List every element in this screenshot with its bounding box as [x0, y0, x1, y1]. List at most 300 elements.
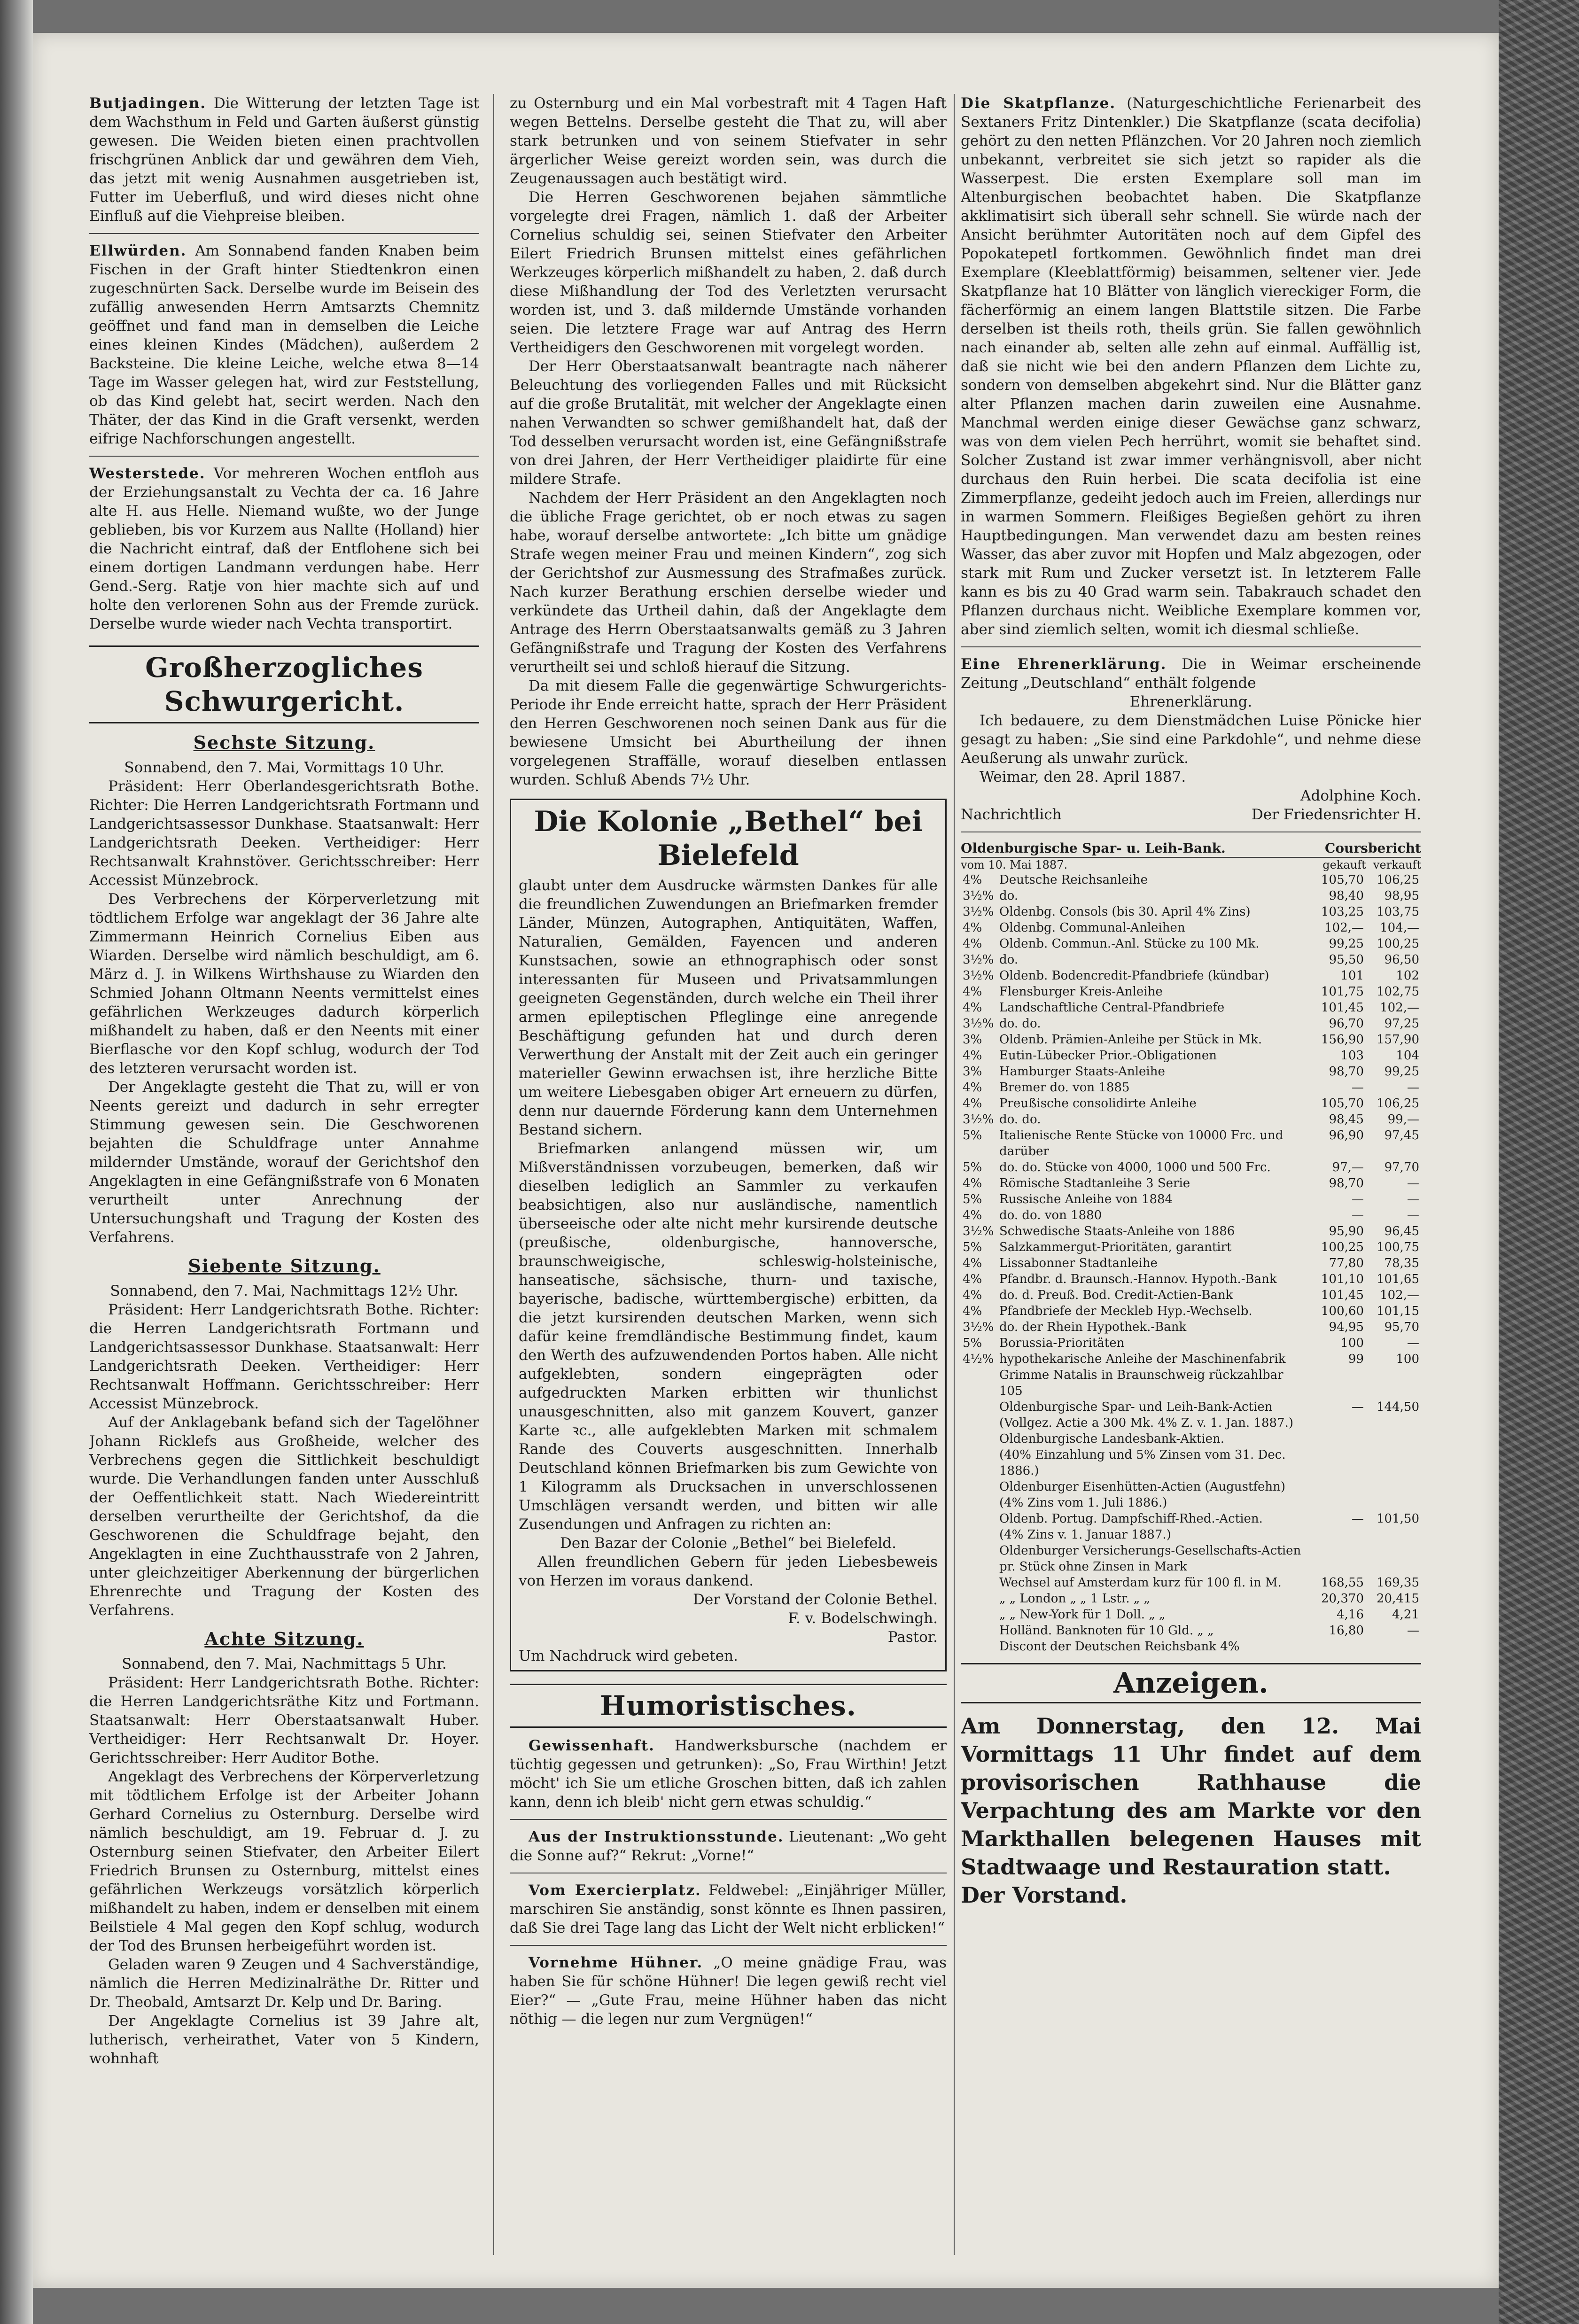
- rate-row: [961, 1575, 1421, 1591]
- rate-sold: —: [1407, 1624, 1419, 1638]
- rate-sold: 100,25: [1377, 937, 1419, 951]
- rate-row: [961, 1207, 1421, 1223]
- rate-sold: 169,35: [1377, 1576, 1419, 1590]
- rate-row: [961, 1127, 1421, 1159]
- rate-percent: 4½%: [963, 1352, 994, 1366]
- rate-bought: 105,70: [1321, 1096, 1364, 1111]
- rate-security: Bremer do. von 1885: [999, 1080, 1130, 1095]
- column-1: [89, 94, 479, 2255]
- rate-sold: [1366, 1415, 1421, 1431]
- rate-sold: —: [1407, 1192, 1419, 1206]
- rate-bought: 96,90: [1329, 1128, 1364, 1143]
- rate-percent: 3½%: [963, 905, 994, 919]
- rate-row: [961, 888, 1421, 904]
- rate-percent: [961, 1607, 997, 1623]
- rate-sold: —: [1407, 1176, 1419, 1190]
- rate-bought: —: [1352, 1208, 1364, 1222]
- rate-row: [961, 968, 1421, 984]
- rate-row: [961, 1016, 1421, 1032]
- rate-percent: 3½%: [963, 1224, 994, 1238]
- session-date: Sonnabend, den 7. Mai, Nachmittags 5 Uhr.: [122, 1656, 447, 1672]
- rate-row: [961, 984, 1421, 1000]
- rate-percent: [961, 1543, 997, 1575]
- rate-security: Discont der Deutschen Reichsbank 4%: [999, 1640, 1240, 1654]
- divider: [961, 646, 1421, 647]
- news-item-ehrenerklaerung: [961, 655, 1421, 692]
- article-paragraph: Der Herr Oberstaatsanwalt beantragte nach näherer Beleuchtung des vorliegenden Falles und mit Rücksicht auf die große Brutalität, mit welcher der Angeklagte einen nahen Verwandten so schwer gemißhandelt hat, daß der Tod desselben verursacht worden ist, eine Gefängnißstrafe von drei Jahren, der Herr Vertheidiger plaidirte für eine mildere Strafe.: [510, 358, 947, 488]
- rate-bought: 101,45: [1321, 1288, 1364, 1302]
- rate-sold: 100,75: [1377, 1240, 1419, 1254]
- rate-sold: 102,—: [1380, 1001, 1419, 1015]
- rate-sold: [1366, 1495, 1421, 1511]
- rate-percent: [961, 1527, 997, 1543]
- rate-security: Oldenburger Eisenhütten-Actien (Augustfehn): [999, 1480, 1286, 1494]
- rate-bought: 103,25: [1321, 905, 1364, 919]
- article-paragraph: Angeklagt des Verbrechens der Körperverletzung mit tödtlichem Erfolge ist der Arbeiter Johann Gerhard Cornelius zu Osternburg. Derselbe wird nämlich beschuldigt, am 19. Februar d. J. zu Osternburg seinen Stiefvater, den Arbeiter Eilert Friedrich Brunsen zu Osternburg, mittelst eines gefährlichen Werkzeugs vorsätzlich körperlich mißhandelt zu haben, indem er denselben mit einem Beilstiele 4 Mal gegen den Kopf schlug, wodurch der Tod des Brunsen herbeigeführt worden ist.: [89, 1768, 479, 1954]
- article-paragraph: Auf der Anklagebank befand sich der Tagelöhner Johann Ricklefs aus Großheide, welcher des Verbrechens gegen die Sittlichkeit beschuldigt wurde. Die Verhandlungen fanden unter Ausschluß der Oeffentlichkeit statt. Nach Wiedereintritt derselben verurtheilte der Gerichtshof, da die Geschworenen die Schuldfrage bejaht, den Angeklagten in eine Zuchthausstrafe von 2 Jahren, unter gleichzeitiger Aberkennung der bürgerlichen Ehrenrechte und Tragung der Kosten des Verfahrens.: [89, 1414, 479, 1619]
- rate-bought: 101: [1340, 969, 1364, 983]
- rate-sold: 104: [1396, 1049, 1419, 1063]
- rate-bought: 94,95: [1329, 1320, 1364, 1334]
- column-rule: [954, 94, 955, 2255]
- divider: [510, 1819, 947, 1820]
- column-3: [961, 94, 1421, 2255]
- rate-security: Römische Stadtanleihe 3 Serie: [999, 1176, 1190, 1190]
- notice-signature: Pastor.: [887, 1629, 938, 1646]
- rate-security: Schwedische Staats-Anleihe von 1886: [999, 1224, 1235, 1238]
- session-heading: Achte Sitzung.: [204, 1628, 364, 1649]
- article-text: Die in Weimar erscheinende Zeitung „Deutschland“ enthält folgende: [961, 656, 1421, 692]
- report-title: Oldenburgische Spar- u. Leih-Bank.: [961, 840, 1226, 856]
- place-heading: Butjadingen.: [89, 95, 207, 112]
- article-heading: Eine Ehrenerklärung.: [961, 656, 1167, 673]
- rate-security: (4% Zins vom 1. Juli 1886.): [999, 1496, 1167, 1510]
- rate-bought: 100,25: [1321, 1240, 1364, 1254]
- rate-row: [961, 1335, 1421, 1351]
- rate-security: Hamburger Staats-Anleihe: [999, 1065, 1165, 1079]
- rate-sold: 102,75: [1377, 985, 1419, 999]
- notice-footnote: Um Nachdruck wird gebeten.: [519, 1648, 738, 1664]
- rate-sold: —: [1407, 1208, 1419, 1222]
- article-text: (Naturgeschichtliche Ferienarbeit des Sextaners Fritz Dintenkler.) Die Skatpflanze (scata decifolia) gehört zu den netten Pflänzchen. Vor 20 Jahren noch ziemlich unbekannt, verbreitet sie sich jetzt so rapider als die Wasserpest. Die ersten Exemplare soll man im Altenburgischen beobachtet haben. Die Skatpflanze akklimatisirt sich überall sehr schnell. Sie würde nach der Ansicht berühmter Autoritäten noch auf dem Gipfel des Popokatepetl fortkommen. Gewöhnlich findet man drei Exemplare (Kleeblattförmig) beisammen, seltener vier. Jede Skatpflanze hat 10 Blätter von länglich viereckiger Form, die fächerförmig an einem langen Blattstile sitzen. Die Farbe derselben ist theils roth, theils grün. Sie fallen gewöhnlich nach einander ab, selten alle zehn auf einmal. Auffällig ist, daß sie nicht wie bei den andern Pflanzen dem Lichte zu, sondern von demselben abgekehrt sind. Nur die Blätter ganz alter Pflanzen machen darin zuweilen eine Ausnahme. Manchmal werden einige dieser Gewächse ganz schwarz, was von dem vielen Pech herrührt, womit sie behaftet sind. Solcher Zustand ist zwar immer verhängnisvoll, aber nicht durchaus den Ruin herbei. Die scata decifolia ist eine Zimmerpflanze, gedeiht jedoch auch im Freien, allerdings nur in warmen Sommern. Fleißiges Begießen gehört zu ihren Hauptbedingungen. Man verwendet dazu am besten reines Wasser, das aber zuvor mit Hopfen und Malz abgezogen, oder stark mit Rum und Zucker versetzt ist. In letzterem Falle kann es bis zu 40 Grad warm sein. Tabakrauch schadet den Pflanzen durchaus nicht. Weibliche Exemplare kommen vor, aber sind ziemlich selten, womit ich diesmal schließe.: [961, 95, 1421, 638]
- rate-security: Oldenbg. Consols (bis 30. April 4% Zins): [999, 905, 1251, 919]
- rate-bought: [1310, 1447, 1366, 1479]
- rate-table: [961, 872, 1421, 1655]
- rate-row: [961, 1447, 1421, 1479]
- exchange-rate-report: [961, 840, 1421, 1655]
- rate-bought: [1310, 1431, 1366, 1447]
- rate-percent: 3½%: [963, 969, 994, 983]
- rate-security: Oldenb. Bodencredit-Pfandbriefe (kündbar): [999, 969, 1269, 983]
- notice-address: Den Bazar der Colonie „Bethel“ bei Bielefeld.: [560, 1535, 896, 1552]
- article-paragraph: Des Verbrechens der Körperverletzung mit tödtlichem Erfolge war angeklagt der 36 Jahre alte Zimmermann Heinrich Cornelius Eiben aus Wiarden. Derselbe wird nämlich beschuldigt, am 6. März d. J. in Wilkens Wirthshause zu Wiarden den Schmied Johann Oltmann Neents vermittelst eines gefährlichen Werkzeuges dadurch körperlich mißhandelt zu haben, daß er den Neents mit einer Bierflasche vor den Kopf schlug, wodurch der Tod des letzteren verursacht worden ist.: [89, 891, 479, 1077]
- rate-security: Oldenb. Commun.-Anl. Stücke zu 100 Mk.: [999, 937, 1260, 951]
- rate-percent: [961, 1591, 997, 1607]
- rate-percent: [961, 1639, 997, 1655]
- rate-security: Oldenbg. Communal-Anleihen: [999, 921, 1185, 935]
- rate-percent: 4%: [963, 921, 982, 935]
- notice-paragraph: Allen freundlichen Gebern für jeden Liebesbeweis von Herzen im voraus dankend.: [519, 1554, 938, 1589]
- rate-bought: [1310, 1415, 1366, 1431]
- rate-bought: 103: [1340, 1049, 1364, 1063]
- rate-bought: 100: [1340, 1336, 1364, 1350]
- report-title-right: Coursbericht: [1325, 840, 1421, 856]
- rate-row: [961, 904, 1421, 920]
- rate-row: [961, 1096, 1421, 1111]
- rate-row: [961, 1543, 1421, 1575]
- rate-bought: 98,70: [1329, 1176, 1364, 1190]
- rate-security: Holländ. Banknoten für 10 Gld. „ „: [999, 1624, 1214, 1638]
- rate-security: do. do. von 1880: [999, 1208, 1102, 1222]
- report-header: [961, 840, 1421, 858]
- rate-security: „ „ London „ „ 1 Lstr. „ „: [999, 1592, 1151, 1606]
- rate-percent: 3½%: [963, 953, 994, 967]
- joke-item: [510, 1953, 947, 2029]
- rate-percent: [961, 1479, 997, 1495]
- rate-sold: 99,—: [1387, 1112, 1419, 1127]
- news-item-westerstede: [89, 464, 479, 633]
- rate-security: Pfandbr. d. Braunsch.-Hannov. Hypoth.-Bank: [999, 1272, 1277, 1286]
- report-date: vom 10. Mai 1887.: [961, 858, 1068, 871]
- section-header-box: [510, 1684, 947, 1728]
- rate-row: [961, 1591, 1421, 1607]
- rate-percent: 3½%: [963, 889, 994, 903]
- rate-bought: 101,45: [1321, 1001, 1364, 1015]
- rate-row: [961, 1495, 1421, 1511]
- article-text: Die Witterung der letzten Tage ist dem Wachsthum in Feld und Garten äußerst günstig gewesen. Die Weiden bieten einen prachtvollen frischgrünen Anblick dar und gewähren dem Vieh, das jetzt mit wenig Ausnahmen ausgetrieben ist, Futter im Ueberfluß, und wird dieses nicht ohne Einfluß auf die Viehpreise bleiben.: [89, 95, 479, 225]
- rate-security: (4% Zins v. 1. Januar 1887.): [999, 1528, 1171, 1542]
- rate-bought: 101,10: [1321, 1272, 1364, 1286]
- article-paragraph: Nachdem der Herr Präsident an den Angeklagten noch die übliche Frage gerichtet, ob er noch etwas zu sagen habe, worauf derselbe antwortete: „Ich bitte um gnädige Strafe wegen meiner Frau und meinen Kindern“, zog sich der Gerichtshof zur Ausmessung des Strafmaßes zurück. Nach kurzer Berathung erschien derselbe wieder und verkündete das Urtheil dahin, daß der Angeklagte dem Antrage des Herrn Oberstaatsanwalts gemäß zu 3 Jahren Gefängnißstrafe und Tragung der Kosten des Verfahrens verurtheilt sei und schloß hierauf die Sitzung.: [510, 490, 947, 676]
- rate-percent: 4%: [963, 1080, 982, 1095]
- rate-row: [961, 1287, 1421, 1303]
- rate-percent: 4%: [963, 1272, 982, 1286]
- article-paragraph: zu Osternburg und ein Mal vorbestraft mit 4 Tagen Haft wegen Bettelns. Derselbe gesteht die That zu, will aber stark betrunken und von seinem Stiefvater in sehr ärgerlicher Weise gereizt worden sein, was durch die Zeugenaussagen auch bestätigt wird.: [510, 95, 947, 187]
- advertisement-signature: Der Vorstand.: [961, 1882, 1128, 1908]
- ads-header: Anzeigen.: [961, 1663, 1421, 1703]
- rate-row: [961, 1399, 1421, 1415]
- rate-row: [961, 1255, 1421, 1271]
- court-composition: Präsident: Herr Landgerichtsrath Bothe. Richter: die Herren Landgerichtsrath Fortmann und Landgerichtsassessor Dunkhase. Staatsanwalt: Herr Landgerichtsrath Deeken. Vertheidiger: Herr Rechtsanwalt Hoffmann. Gerichtsschreiber: Herr Accessist Münzebrock.: [89, 1301, 479, 1412]
- rate-sold: 101,15: [1377, 1304, 1419, 1318]
- rate-percent: 4%: [963, 937, 982, 951]
- rate-security: do. do. Stücke von 4000, 1000 und 500 Frc.: [999, 1160, 1271, 1174]
- joke-heading: Vornehme Hühner.: [529, 1954, 703, 1971]
- section-header-box: [89, 645, 479, 723]
- rate-security: Salzkammergut-Prioritäten, garantirt: [999, 1240, 1232, 1254]
- rate-row: [961, 1000, 1421, 1016]
- rate-row: [961, 872, 1421, 888]
- notice-signature: Der Vorstand der Colonie Bethel.: [693, 1591, 938, 1608]
- rate-row: [961, 1303, 1421, 1319]
- rate-sold: 104,—: [1380, 921, 1419, 935]
- rate-sold: [1366, 1479, 1421, 1495]
- article-paragraph: Der Angeklagte Cornelius ist 39 Jahre alt, lutherisch, verheirathet, Vater von 5 Kindern, wohnhaft: [89, 2013, 479, 2067]
- rate-row: [961, 1527, 1421, 1543]
- rate-bought: 101,75: [1321, 985, 1364, 999]
- news-item-skatpflanze: [961, 94, 1421, 639]
- rate-security: Preußische consolidirte Anleihe: [999, 1096, 1197, 1111]
- divider: [510, 1945, 947, 1946]
- declaration-signature: Adolphine Koch.: [1300, 787, 1421, 804]
- rate-sold: 20,415: [1377, 1592, 1419, 1606]
- rate-bought: —: [1352, 1512, 1364, 1526]
- rate-percent: 3½%: [963, 1112, 994, 1127]
- rate-sold: 96,50: [1384, 953, 1419, 967]
- rate-bought: —: [1352, 1192, 1364, 1206]
- rate-row: [961, 1080, 1421, 1096]
- rate-sold: [1366, 1431, 1421, 1447]
- rate-sold: [1366, 1639, 1421, 1655]
- rate-sold: 101,50: [1377, 1512, 1419, 1526]
- rate-row: [961, 1175, 1421, 1191]
- session-heading: Siebente Sitzung.: [188, 1255, 381, 1276]
- notice-signature: F. v. Bodelschwingh.: [788, 1610, 938, 1627]
- rate-percent: 4%: [963, 1208, 982, 1222]
- rate-percent: 4%: [963, 1096, 982, 1111]
- rate-row: [961, 1607, 1421, 1623]
- rate-sold: 103,75: [1377, 905, 1419, 919]
- rate-bought: [1310, 1543, 1366, 1575]
- rate-percent: [961, 1623, 997, 1639]
- col-label-bought: gekauft: [1322, 858, 1366, 871]
- rate-row: [961, 1239, 1421, 1255]
- rate-percent: 5%: [963, 1240, 982, 1254]
- rate-percent: 4%: [963, 1304, 982, 1318]
- article-paragraph: Geladen waren 9 Zeugen und 4 Sachverständige, nämlich die Herren Medizinalräthe Dr. Ritter und Dr. Theobald, Amtsarzt Dr. Kelp und Dr. Baring.: [89, 1956, 479, 2011]
- rate-percent: 3½%: [963, 1017, 994, 1031]
- rate-bought: 99,25: [1329, 937, 1364, 951]
- rate-bought: 105,70: [1321, 873, 1364, 887]
- rate-row: [961, 1431, 1421, 1447]
- rate-security: do. do.: [999, 1017, 1041, 1031]
- rate-sold: [1366, 1543, 1421, 1575]
- rate-bought: 98,70: [1329, 1065, 1364, 1079]
- rate-percent: [961, 1495, 997, 1511]
- rate-percent: 4%: [963, 1256, 982, 1270]
- rate-percent: [961, 1575, 997, 1591]
- rate-sold: 98,95: [1384, 889, 1419, 903]
- joke-heading: Vom Exercierplatz.: [529, 1882, 701, 1899]
- joke-item: [510, 1881, 947, 1937]
- rate-percent: [961, 1415, 997, 1431]
- divider: [89, 233, 479, 234]
- rate-security: Oldenburgische Spar- und Leih-Bank-Actien: [999, 1400, 1273, 1414]
- session-date: Sonnabend, den 7. Mai, Vormittags 10 Uhr.: [124, 759, 444, 776]
- rate-bought: 77,80: [1329, 1256, 1364, 1270]
- rate-sold: 97,25: [1384, 1017, 1419, 1031]
- column-2: [510, 94, 947, 2255]
- rate-sold: 102,—: [1380, 1288, 1419, 1302]
- rate-bought: 99: [1348, 1352, 1364, 1366]
- rate-security: do.: [999, 889, 1019, 903]
- rate-bought: 100,60: [1321, 1304, 1364, 1318]
- notice-paragraph: Briefmarken anlangend müssen wir, um Mißverständnissen vorzubeugen, bemerken, daß wir dieselben lediglich an Sammler zu verkaufen beabsichtigen, also nur ausländische, namentlich überseeische oder alte nicht mehr kursirende deutsche (preußische, oldenburgische, hannoversche, braunschweigische, schleswig-holsteinische, hanseatische, sächsische, thurn- und taxische, bayerische, badische, württembergische) erbitten, da die jetzt kursirenden deutschen Marken, wenn sich dafür keine fremdländische Bestimmung findet, kaum den Werth des aufzuwendenden Portos haben. Alle nicht aufgeklebten, sondern eingeprägten oder aufgedruckten Marken erbitten wir thunlichst unausgeschnitten, also mit ganzem Kouvert, ganzer Karte ꝛc., alle aufgeklebten Marken mit schmalem Rande des Couverts ausgeschnitten. Innerhalb Deutschland können Briefmarken bis zum Gewichte von 1 Kilogramm als Drucksachen in unverschlossenen Umschlägen versandt werden, und bitten wir alle Zusendungen und Anfragen zu richten an:: [519, 1140, 938, 1533]
- divider: [89, 456, 479, 457]
- rate-row: [961, 1319, 1421, 1335]
- rate-security: Oldenburger Versicherungs-Gesellschafts-Actien pr. Stück ohne Zinsen in Mark: [999, 1544, 1301, 1574]
- rate-percent: [961, 1447, 997, 1479]
- rate-security: Russische Anleihe von 1884: [999, 1192, 1173, 1206]
- rate-sold: 102: [1396, 969, 1419, 983]
- rate-percent: 4%: [963, 1176, 982, 1190]
- rate-bought: 98,45: [1329, 1112, 1364, 1127]
- rate-row: [961, 1111, 1421, 1127]
- rate-row: [961, 1159, 1421, 1175]
- rate-security: Oldenb. Prämien-Anleihe per Stück in Mk.: [999, 1033, 1262, 1047]
- rate-row: [961, 920, 1421, 936]
- rate-security: Flensburger Kreis-Anleihe: [999, 985, 1163, 999]
- declaration-footer: [961, 805, 1421, 824]
- rate-bought: 98,40: [1329, 889, 1364, 903]
- joke-item: [510, 1827, 947, 1865]
- rate-percent: [961, 1511, 997, 1527]
- report-subheader: [961, 858, 1421, 872]
- rate-row: [961, 1511, 1421, 1527]
- rate-row: [961, 936, 1421, 952]
- rate-sold: 106,25: [1377, 1096, 1419, 1111]
- section-title: Großherzogliches Schwurgericht.: [145, 652, 423, 717]
- rate-security: Pfandbriefe der Meckleb Hyp.-Wechselb.: [999, 1304, 1252, 1318]
- rate-row: [961, 1479, 1421, 1495]
- rate-sold: 106,25: [1377, 873, 1419, 887]
- rate-percent: 5%: [963, 1128, 982, 1143]
- bethel-notice: [510, 799, 947, 1671]
- place-heading: Ellwürden.: [89, 242, 187, 259]
- rate-percent: 3½%: [963, 1320, 994, 1334]
- rate-sold: [1366, 1447, 1421, 1479]
- rate-percent: 5%: [963, 1192, 982, 1206]
- footer-left: Nachrichtlich: [961, 806, 1062, 823]
- declaration-body: Ich bedauere, zu dem Dienstmädchen Luise Pönicke hier gesagt zu haben: „Sie sind eine Parkdohle“, und nehme diese Aeußerung als unwahr zurück.: [961, 712, 1421, 767]
- rate-sold: 95,70: [1384, 1320, 1419, 1334]
- rate-security: Lissabonner Stadtanleihe: [999, 1256, 1158, 1270]
- session-date: Sonnabend, den 7. Mai, Nachmittags 12½ Uhr.: [110, 1282, 459, 1299]
- rate-percent: 4%: [963, 985, 982, 999]
- rate-bought: 156,90: [1321, 1033, 1364, 1047]
- footer-right: Der Friedensrichter H.: [1252, 806, 1421, 823]
- rate-security: „ „ New-York für 1 Doll. „ „: [999, 1608, 1166, 1622]
- rate-percent: 4%: [963, 1001, 982, 1015]
- rate-row: [961, 1271, 1421, 1287]
- rate-percent: [961, 1431, 997, 1447]
- rate-sold: —: [1407, 1336, 1419, 1350]
- article-paragraph: Da mit diesem Falle die gegenwärtige Schwurgerichts-Periode ihr Ende erreicht hatte, sprach der Herr Präsident den Herren Geschworenen noch seinen Dank aus für die bewiesene Umsicht bei Aburtheilung der ihnen vorgelegenen Straffälle, worauf dieselben entlassen wurden. Schluß Abends 7½ Uhr.: [510, 677, 947, 788]
- joke-text: Handwerksbursche (nachdem er tüchtig gegessen und getrunken): „So, Frau Wirthin! Jetzt möcht' ich Sie um etliche Groschen bitten, daß ich zahlen kann, denn ich bleib' nicht gern etwas schuldig.“: [510, 1737, 947, 1811]
- rate-bought: 20,370: [1321, 1592, 1364, 1606]
- court-composition: Präsident: Herr Landgerichtsrath Bothe. Richter: die Herren Landgerichtsräthe Kitz und Fortmann. Staatsanwalt: Herr Oberstaatsanwalt Huber. Vertheidiger: Herr Rechtsanwalt Dr. Hoyer. Gerichtsschreiber: Herr Auditor Bothe.: [89, 1674, 479, 1766]
- article-paragraph: Der Angeklagte gesteht die That zu, will er von Neents gereizt und dadurch in sehr erregter Stimmung gewesen sein. Die Geschworenen bejahten die Schuldfrage unter Annahme mildernder Umstände, worauf der Gerichtshof den Angeklagten in eine Gefängnißstrafe von 6 Monaten verurtheilt unter Anrechnung der Untersuchungshaft und Tragung der Kosten des Verfahrens.: [89, 1079, 479, 1246]
- rate-bought: —: [1352, 1080, 1364, 1095]
- section-title: Humoristisches.: [600, 1690, 856, 1722]
- column-rule: [493, 94, 494, 2255]
- rate-sold: 4,21: [1392, 1608, 1419, 1622]
- rate-row: [961, 1191, 1421, 1207]
- rate-security: Landschaftliche Central-Pfandbriefe: [999, 1001, 1225, 1015]
- notice-title: Die Kolonie „Bethel“ bei Bielefeld: [534, 805, 923, 872]
- rate-row: [961, 1415, 1421, 1431]
- rate-sold: 97,45: [1384, 1128, 1419, 1143]
- rate-bought: [1310, 1639, 1366, 1655]
- rate-security: Oldenburgische Landesbank-Aktien.: [999, 1432, 1225, 1446]
- rate-bought: 168,55: [1321, 1576, 1364, 1590]
- article-text: Vor mehreren Wochen entfloh aus der Erziehungsanstalt zu Vechta der ca. 16 Jahre alte H. aus Helle. Niemand wußte, wo der Junge geblieben, bis vor Kurzem aus Nallte (Holland) hier die Nachricht eintraf, daß der Entflohene sich bei einem dortigen Landmann verdungen habe. Herr Gend.-Serg. Ratje von hier machte sich auf und holte den verlorenen Sohn aus der Fremde zurück. Derselbe wurde wieder nach Vechta transportirt.: [89, 465, 479, 632]
- joke-item: [510, 1736, 947, 1811]
- rate-sold: —: [1407, 1080, 1419, 1095]
- rate-percent: 4%: [963, 1049, 982, 1063]
- marbled-cover-edge: [1499, 0, 1579, 2324]
- rate-security: do.: [999, 953, 1019, 967]
- joke-heading: Gewissenhaft.: [529, 1737, 655, 1754]
- joke-text: „O meine gnädige Frau, was haben Sie für schöne Hühner! Die legen gewiß recht viel Eier?“ — „Gute Frau, meine Hühner haben das nicht nöthig — die legen nur zum Vergnügen!“: [510, 1954, 947, 2028]
- news-item-ellwuerden: [89, 241, 479, 448]
- rate-bought: 102,—: [1324, 921, 1364, 935]
- rate-percent: 5%: [963, 1336, 982, 1350]
- rate-row: [961, 1032, 1421, 1048]
- article-paragraph: Die Herren Geschworenen bejahen sämmtliche vorgelegte drei Fragen, nämlich 1. daß der Arbeiter Cornelius schuldig sei, seinen Stiefvater den Arbeiter Eilert Friedrich Brunsen mittelst eines gefährlichen Werkzeuges körperlich mißhandelt zu haben, 2. daß durch diese Mißhandlung der Tod des Verletzten verursacht worden ist, und 3. daß mildernde Umstände vorhanden seien. Die letztere Frage war auf Antrag des Herrn Vertheidigers den Geschworenen mit vorgelegt worden.: [510, 189, 947, 356]
- rate-bought: [1310, 1479, 1366, 1495]
- rate-security: Oldenb. Portug. Dampfschiff-Rhed.-Actien.: [999, 1512, 1263, 1526]
- court-composition: Präsident: Herr Oberlandesgerichtsrath Bothe. Richter: Die Herren Landgerichtsrath Fortmann und Landgerichtsassessor Dunkhase. Staatsanwalt: Herr Landgerichtsrath Deeken. Vertheidiger: Herr Rechtsanwalt Krahnstöver. Gerichtsschreiber: Herr Accessist Münzebrock.: [89, 778, 479, 889]
- rate-sold: 97,70: [1384, 1160, 1419, 1174]
- rate-bought: —: [1352, 1400, 1364, 1414]
- joke-text: Feldwebel: „Einjähriger Müller, marschiren Sie anständig, sonst könnte es Ihnen passiren, daß Sie drei Tage lang das Licht der Welt nicht erblicken!“: [510, 1882, 947, 1936]
- rate-row: [961, 1351, 1421, 1399]
- joke-text: Lieutenant: „Wo geht die Sonne auf?“ Rekrut: „Vorne!“: [510, 1828, 947, 1864]
- rate-row: [961, 1623, 1421, 1639]
- rate-bought: 97,—: [1332, 1160, 1364, 1174]
- rate-bought: 4,16: [1337, 1608, 1364, 1622]
- rate-bought: 95,90: [1329, 1224, 1364, 1238]
- rate-sold: 157,90: [1377, 1033, 1419, 1047]
- rate-sold: 96,45: [1384, 1224, 1419, 1238]
- rate-row: [961, 1639, 1421, 1655]
- rate-security: (40% Einzahlung und 5% Zinsen vom 31. Dec. 1886.): [999, 1448, 1286, 1478]
- rate-sold: 101,65: [1377, 1272, 1419, 1286]
- rate-row: [961, 1223, 1421, 1239]
- article-text: Am Sonnabend fanden Knaben beim Fischen in der Graft hinter Stiedtenkron einen zugeschnürten Sack. Derselbe wurde im Beisein des zufällig anwesenden Herrn Amtsarzts Chemnitz geöffnet und fand man in demselben die Leiche eines kleinen Kindes (Mädchen), außerdem 2 Backsteine. Die kleine Leiche, welche etwa 8—14 Tage im Wasser gelegen hat, wird zur Feststellung, ob das Kind gelebt hat, secirt werden. Nach den Thäter, der das Kind in die Graft versenkt, werden eifrige Nachforschungen angestellt.: [89, 242, 479, 447]
- advertisement-text: Am Donnerstag, den 12. Mai Vormittags 11 Uhr findet auf dem provisorischen Rathhause die Verpachtung des am Markte vor den Markthallen belegenen Hauses mit Stadtwaage und Restauration statt.: [961, 1713, 1421, 1880]
- rate-percent: 5%: [963, 1160, 982, 1174]
- rate-security: do. der Rhein Hypothek.-Bank: [999, 1320, 1187, 1334]
- rate-percent: [961, 1399, 997, 1415]
- page-binding-edge: [0, 0, 33, 2324]
- rate-row: [961, 1064, 1421, 1080]
- col-label-sold: verkauft: [1373, 858, 1421, 871]
- rate-percent: 3%: [963, 1065, 982, 1079]
- declaration-title: Ehrenerklärung.: [1129, 693, 1252, 710]
- rate-security: hypothekarische Anleihe der Maschinenfabrik Grimme Natalis in Braunschweig rückzahlbar 105: [999, 1352, 1286, 1398]
- news-item-butjadingen: [89, 94, 479, 225]
- rate-bought: 95,50: [1329, 953, 1364, 967]
- rate-bought: [1310, 1495, 1366, 1511]
- joke-heading: Aus der Instruktionsstunde.: [529, 1828, 784, 1845]
- rate-sold: 99,25: [1384, 1065, 1419, 1079]
- rate-percent: 4%: [963, 1288, 982, 1302]
- rate-security: Italienische Rente Stücke von 10000 Frc. und darüber: [999, 1128, 1283, 1158]
- rate-sold: 78,35: [1384, 1256, 1419, 1270]
- rate-row: [961, 952, 1421, 968]
- place-heading: Westerstede.: [89, 465, 206, 482]
- rate-security: do. d. Preuß. Bod. Credit-Actien-Bank: [999, 1288, 1233, 1302]
- rate-security: (Vollgez. Actie a 300 Mk. 4% Z. v. 1. Jan. 1887.): [999, 1416, 1294, 1430]
- rate-security: Eutin-Lübecker Prior.-Obligationen: [999, 1049, 1217, 1063]
- rate-bought: 96,70: [1329, 1017, 1364, 1031]
- rate-percent: 4%: [963, 873, 982, 887]
- rate-security: Wechsel auf Amsterdam kurz für 100 fl. in M.: [999, 1576, 1282, 1590]
- article-heading: Die Skatpflanze.: [961, 95, 1116, 112]
- rate-percent: 3%: [963, 1033, 982, 1047]
